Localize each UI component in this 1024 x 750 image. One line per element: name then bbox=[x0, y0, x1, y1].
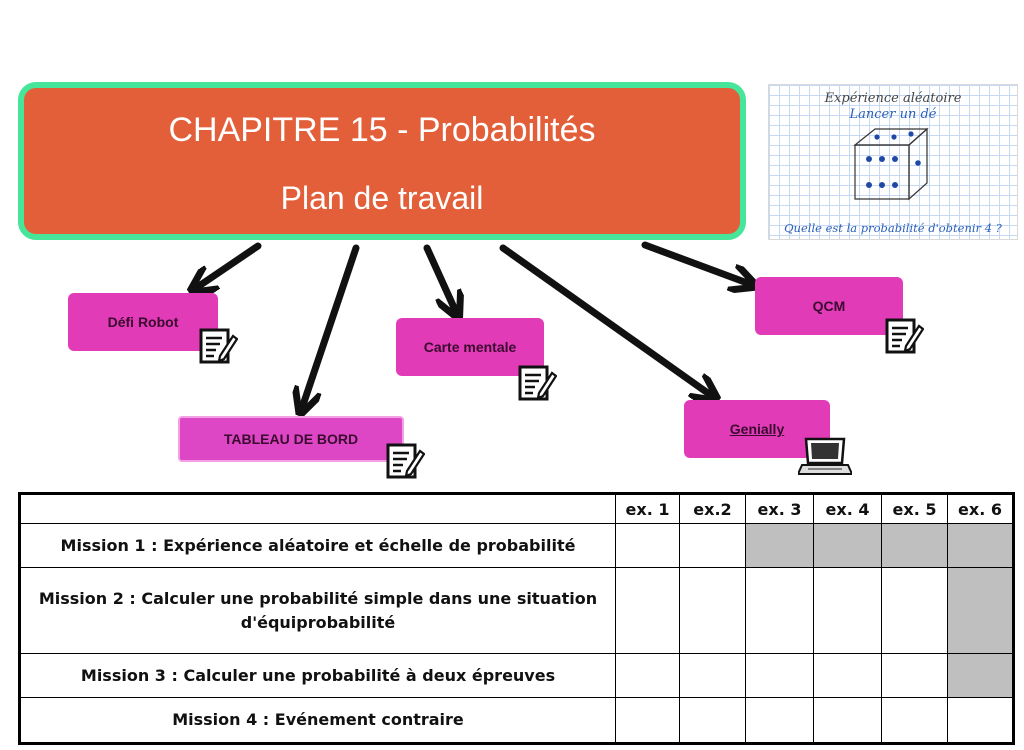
defi-robot-label: Défi Robot bbox=[107, 314, 179, 330]
exercise-cell[interactable] bbox=[680, 654, 746, 698]
arrow-to-tableau-de-bord bbox=[302, 248, 356, 408]
edit-document-icon[interactable] bbox=[198, 326, 238, 366]
chapter-subtitle: Plan de travail bbox=[280, 180, 484, 216]
arrow-to-carte-mentale bbox=[427, 248, 456, 312]
column-header: ex. 3 bbox=[746, 494, 814, 524]
arrow-to-qcm bbox=[645, 245, 750, 284]
exercise-cell[interactable] bbox=[616, 524, 680, 568]
exercise-cell-disabled bbox=[948, 654, 1014, 698]
mission-label: Mission 1 : Expérience aléatoire et échelle de probabilité bbox=[20, 524, 616, 568]
defi-robot-button[interactable] bbox=[68, 293, 218, 351]
edit-document-icon[interactable] bbox=[884, 316, 924, 356]
column-header: ex.2 bbox=[680, 494, 746, 524]
exercise-cell[interactable] bbox=[616, 568, 680, 654]
exercise-cell-disabled bbox=[948, 568, 1014, 654]
column-header: ex. 1 bbox=[616, 494, 680, 524]
exercise-cell[interactable] bbox=[948, 698, 1014, 744]
exercise-cell-disabled bbox=[814, 524, 882, 568]
edit-document-icon[interactable] bbox=[385, 441, 425, 481]
edit-document-icon[interactable] bbox=[517, 363, 557, 403]
table-header-row bbox=[20, 494, 1014, 524]
mission-label: Mission 2 : Calculer une probabilité simple dans une situation d'équiprobabilité bbox=[20, 568, 616, 654]
exercise-cell[interactable] bbox=[882, 698, 948, 744]
qcm-button[interactable] bbox=[755, 277, 903, 335]
qcm-label: QCM bbox=[812, 298, 846, 314]
column-header: ex. 5 bbox=[882, 494, 948, 524]
thumbnail-heading: Expérience aléatoire bbox=[824, 91, 962, 106]
exercise-cell[interactable] bbox=[616, 654, 680, 698]
exercise-cell[interactable] bbox=[746, 698, 814, 744]
exercise-cell-disabled bbox=[882, 524, 948, 568]
table-row bbox=[20, 654, 1014, 698]
column-header: ex. 6 bbox=[948, 494, 1014, 524]
carte-mentale-label: Carte mentale bbox=[423, 339, 517, 355]
tableau-de-bord-button[interactable] bbox=[178, 416, 404, 462]
missions-table bbox=[18, 492, 1015, 745]
thumbnail-subheading: Lancer un dé bbox=[849, 107, 937, 122]
thumbnail-question: Quelle est la probabilité d'obtenir 4 ? bbox=[784, 221, 1002, 235]
genially-label: Genially bbox=[729, 421, 785, 437]
mission-label: Mission 3 : Calculer une probabilité à deux épreuves bbox=[20, 654, 616, 698]
arrow-to-defi-robot bbox=[196, 246, 258, 288]
exercise-cell[interactable] bbox=[814, 698, 882, 744]
column-header: ex. 4 bbox=[814, 494, 882, 524]
exercise-cell[interactable] bbox=[882, 568, 948, 654]
table-row bbox=[20, 568, 1014, 654]
table-header-empty bbox=[20, 494, 616, 524]
chapter-title: CHAPITRE 15 - Probabilités bbox=[168, 111, 596, 149]
mission-label: Mission 4 : Evénement contraire bbox=[20, 698, 616, 744]
exercise-cell[interactable] bbox=[746, 654, 814, 698]
exercise-cell[interactable] bbox=[814, 654, 882, 698]
exercise-cell[interactable] bbox=[814, 568, 882, 654]
tableau-de-bord-label: TABLEAU DE BORD bbox=[223, 431, 359, 447]
table-row bbox=[20, 698, 1014, 744]
exercise-cell[interactable] bbox=[882, 654, 948, 698]
exercise-cell[interactable] bbox=[746, 568, 814, 654]
exercise-cell[interactable] bbox=[680, 524, 746, 568]
laptop-icon[interactable] bbox=[798, 437, 852, 477]
exercise-cell[interactable] bbox=[680, 568, 746, 654]
exercise-cell[interactable] bbox=[616, 698, 680, 744]
exercise-cell-disabled bbox=[948, 524, 1014, 568]
table-row bbox=[20, 524, 1014, 568]
exercise-cell-disabled bbox=[746, 524, 814, 568]
exercise-cell[interactable] bbox=[680, 698, 746, 744]
